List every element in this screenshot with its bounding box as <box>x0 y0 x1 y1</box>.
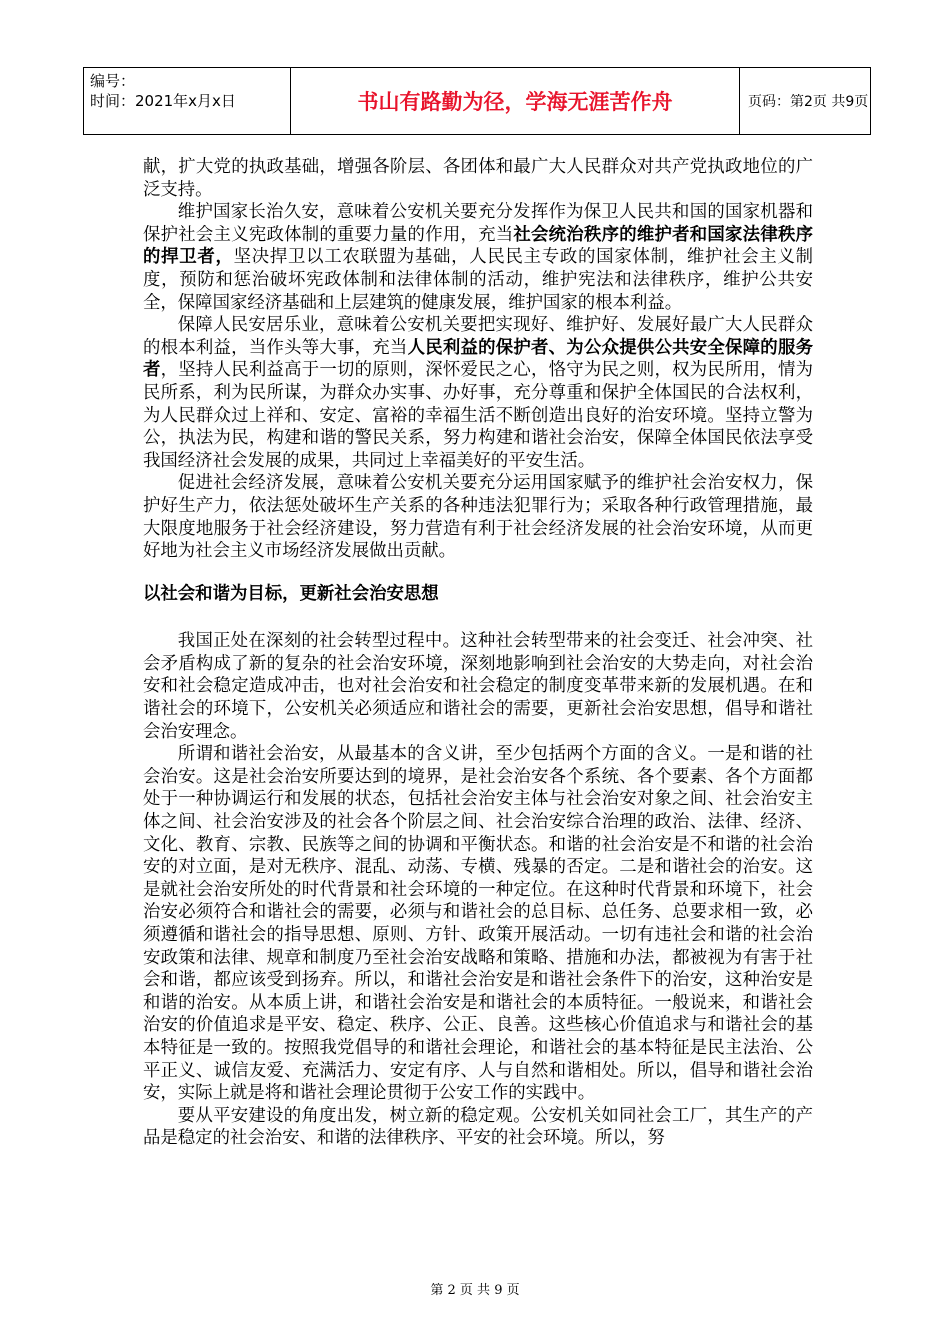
header-table <box>83 67 871 135</box>
paragraph: 要从平安建设的角度出发，树立新的稳定观。公安机关如同社会工厂，其生产的产品是稳定的社会治安、和谐的法律秩序、平安的社会环境。所以，努 <box>143 1105 813 1149</box>
document-body <box>143 156 813 1150</box>
paragraph: 我国正处在深刻的社会转型过程中。这种社会转型带来的社会变迁、社会冲突、社会矛盾构成了新的复杂的社会治安环境，深刻地影响到社会治安的大势走向，对社会治安和社会稳定造成冲击，也对社会治安和社会稳定的制度变革带来新的发展机遇。在和谐社会的环境下，公安机关必须适应和谐社会的需要，更新社会治安思想，倡导和谐社会治安理念。 <box>143 631 813 742</box>
paragraph: 献，扩大党的执政基础，增强各阶层、各团体和最广大人民群众对共产党执政地位的广泛支持。 <box>143 157 813 200</box>
header-meta <box>84 68 291 134</box>
paragraph: 保障人民安居乐业，意味着公安机关要把实现好、维护好、发展好最广大人民群众的根本利益，当作头等大事，充当人民利益的保护者、为公众提供公共安全保障的服务者，坚持人民利益高于一切的原则，深怀爱民之心，恪守为民之则，权为民所用，情为民所系，利为民所谋，为群众办实事、办好事，充分尊重和保护全体国民的合法权利，为人民群众过上祥和、安定、富裕的幸福生活不断创造出良好的治安环境。坚持立警为公，执法为民，构建和谐的警民关系，努力构建和谐社会治安，保障全体国民依法享受我国经济社会发展的成果，共同过上幸福美好的平安生活。 <box>143 315 813 471</box>
bold-phrase: 社会统治秩序的维护者和国家法律秩序的捍卫者， <box>143 224 813 268</box>
bold-phrase: 人民利益的保护者、为公众提供公共安全保障的服务者 <box>143 337 813 381</box>
paragraph: 所谓和谐社会治安，从最基本的含义讲，至少包括两个方面的含义。一是和谐的社会治安。这是社会治安所要达到的境界，是社会治安各个系统、各个要素、各个方面都处于一种协调运行和发展的状态，包括社会治安主体与社会治安对象之间、社会治安主体之间、社会治安涉及的社会各个阶层之间、社会治安综合治理的政治、法律、经济、文化、教育、宗教、民族等之间的协调和平衡状态。和谐的社会治安是不和谐的社会治安的对立面，是对无秩序、混乱、动荡、专横、残暴的否定。二是和谐社会的治安。这是就社会治安所处的时代背景和社会环境的一种定位。在这种时代背景和环境下，社会治安必须符合和谐社会的需要，必须与和谐社会的总目标、总任务、总要求相一致，必须遵循和谐社会的指导思想、原则、方针、政策开展活动。一切有违社会和谐的社会治安政策和法律、规章和制度乃至社会治安战略和策略、措施和办法，都被视为有害于社会和谐，都应该受到扬弃。所以，和谐社会治安是和谐社会条件下的治安，这种治安是和谐的治安。从本质上讲，和谐社会治安是和谐社会的本质特征。一般说来，和谐社会治安的价值追求是平安、稳定、秩序、公正、良善。这些核心价值追求与和谐社会的基本特征是一致的。按照我党倡导的和谐社会理论，和谐社会的基本特征是民主法治、公平正义、诚信友爱、充满活力、安定有序、人与自然和谐相处。所以，倡导和谐社会治安，实际上就是将和谐社会理论贯彻于公安工作的实践中。 <box>143 744 813 1104</box>
document-time-label: 时间：2021年x月x日 <box>90 92 236 110</box>
document-number-label: 编号： <box>90 72 136 90</box>
header-motto: 书山有路勤为径，学海无涯苦作舟 <box>291 68 740 134</box>
page-footer: 第 2 页 共 9 页 <box>430 1283 520 1298</box>
paragraph: 维护国家长治久安，意味着公安机关要充分发挥作为保卫人民共和国的国家机器和保护社会主义宪政体制的重要力量的作用，充当社会统治秩序的维护者和国家法律秩序的捍卫者，坚决捍卫以工农联盟为基础，人民民主专政的国家体制，维护社会主义制度，预防和惩治破坏宪政体制和法律体制的活动，维护宪法和法律秩序，维护公共安全，保障国家经济基础和上层建筑的健康发展，维护国家的根本利益。 <box>143 202 813 313</box>
paragraph: 促进社会经济发展，意味着公安机关要充分运用国家赋予的维护社会治安权力，保护好生产力，依法惩处破坏生产关系的各种违法犯罪行为；采取各种行政管理措施，最大限度地服务于社会经济建设，努力营造有利于社会经济发展的社会治安环境，从而更好地为社会主义市场经济发展做出贡献。 <box>143 473 813 562</box>
section-heading: 以社会和谐为目标，更新社会治安思想 <box>143 583 439 604</box>
header-page-info: 页码：第2页 共9页 <box>748 94 869 110</box>
